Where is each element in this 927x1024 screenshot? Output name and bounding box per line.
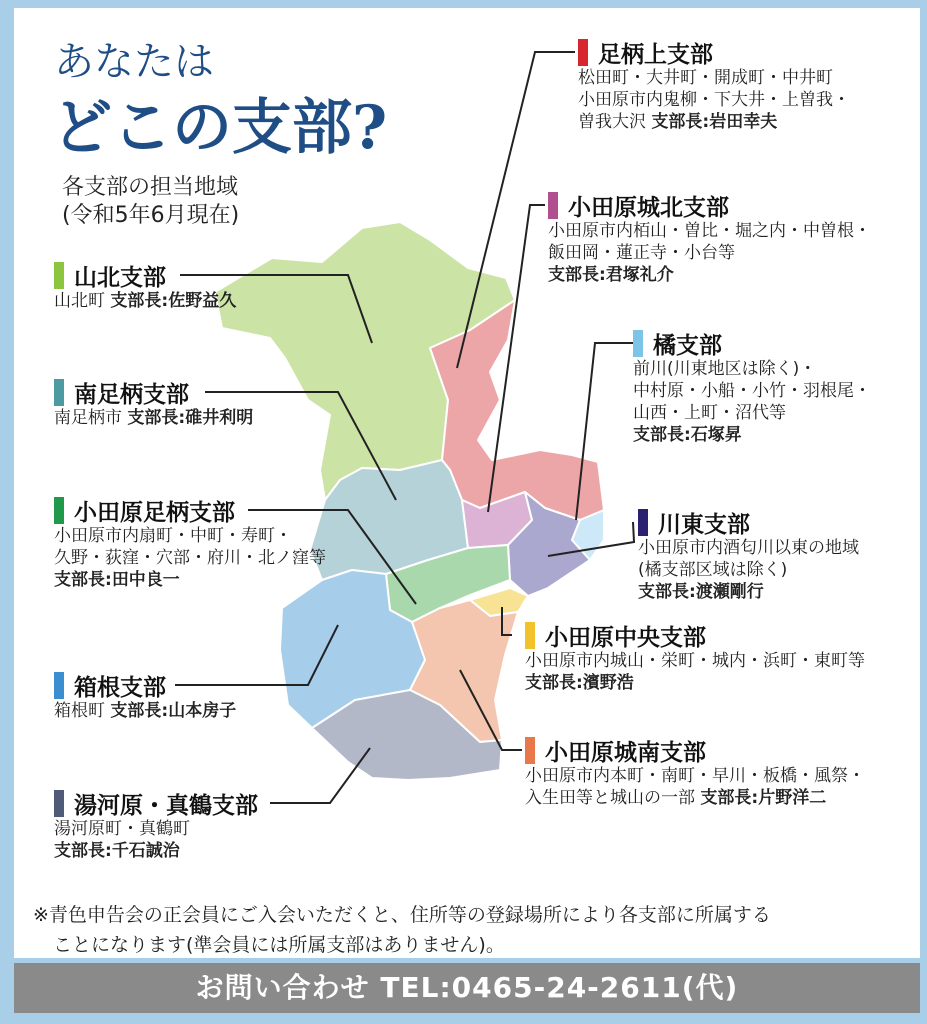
branch-area-line1: 小田原市内城山・栄町・城内・浜町・東町等 xyxy=(525,651,865,671)
branch-color-bar xyxy=(54,672,64,699)
branch-color-bar xyxy=(525,737,535,764)
chief-label: 支部長: xyxy=(110,291,169,311)
chief-label: 支部長: xyxy=(651,112,710,132)
branch-name: 湯河原・真鶴支部 xyxy=(74,792,258,819)
branch-ashigara-kami xyxy=(578,37,850,133)
chief-label: 支部長: xyxy=(638,582,696,602)
branch-area-line2: 中村原・小船・小竹・羽根尾・ xyxy=(633,381,871,401)
branch-name: 小田原足柄支部 xyxy=(74,499,235,526)
branch-area-line1: 小田原市内栢山・曽比・堀之内・中曽根・ xyxy=(548,221,871,241)
chief-label: 支部長: xyxy=(54,570,112,590)
branch-color-bar xyxy=(54,497,64,524)
branch-name: 箱根支部 xyxy=(74,674,166,701)
chief-name: 碓井利明 xyxy=(185,408,254,428)
branch-sanpoku xyxy=(54,260,236,312)
contact-footer: お問い合わせ TEL:0465-24-2611(代) xyxy=(14,963,920,1013)
branch-color-bar xyxy=(525,622,535,649)
chief-label: 支部長: xyxy=(54,841,112,861)
branch-color-bar xyxy=(548,192,558,219)
branch-color-bar xyxy=(54,790,64,817)
branch-color-bar xyxy=(54,262,64,289)
branch-hakone xyxy=(54,670,236,722)
branch-name: 小田原城南支部 xyxy=(545,739,706,766)
branch-area-line1: 松田町・大井町・開成町・中井町 xyxy=(578,68,833,88)
chief-label: 支部長: xyxy=(633,425,691,445)
branch-minami-ashigara xyxy=(54,377,253,429)
branch-area: 湯河原町・真鶴町 xyxy=(54,819,190,839)
chief-name: 山本房子 xyxy=(168,701,237,721)
chief-label: 支部長: xyxy=(525,673,583,693)
branch-color-bar xyxy=(54,379,64,406)
branch-name: 小田原中央支部 xyxy=(545,624,706,651)
page-title: どこの支部? xyxy=(52,93,388,163)
chief-name: 君塚礼介 xyxy=(605,265,674,285)
branch-color-bar xyxy=(633,330,643,357)
note-line2: ことになります(準会員には所属支部はありません)。 xyxy=(53,934,505,956)
branch-name: 川東支部 xyxy=(658,511,750,538)
chief-name: 濱野浩 xyxy=(582,673,634,693)
branch-area-line2: 飯田岡・蓮正寺・小台等 xyxy=(548,243,735,263)
chief-name: 片野洋二 xyxy=(758,788,827,808)
branch-yugawara-manazuru xyxy=(54,788,258,862)
branch-area-line1: 小田原市内扇町・中町・寿町・ xyxy=(54,526,292,546)
chief-label: 支部長: xyxy=(548,265,606,285)
branch-odawara-central xyxy=(525,620,865,694)
branch-odawara-castle-south xyxy=(525,735,865,809)
branch-area-line2: (橘支部区域は除く) xyxy=(638,560,788,580)
branch-area-line2: 小田原市内鬼柳・下大井・上曽我・ xyxy=(578,90,850,110)
chief-name: 岩田幸夫 xyxy=(709,112,778,132)
branch-name: 足柄上支部 xyxy=(598,41,713,68)
branch-color-bar xyxy=(638,509,648,536)
branch-area-line1: 前川(川東地区は除く)・ xyxy=(633,359,817,379)
title-line1: あなたは xyxy=(54,39,214,85)
branch-tachibana xyxy=(633,328,871,446)
chief-label: 支部長: xyxy=(110,701,169,721)
subtitle-line2: (令和5年6月現在) xyxy=(62,203,240,228)
branch-area-line1: 小田原市内酒匂川以東の地域 xyxy=(638,538,859,558)
membership-note xyxy=(33,900,771,960)
subtitle-line1: 各支部の担当地域 xyxy=(62,175,239,200)
branch-name: 小田原城北支部 xyxy=(568,194,729,221)
branch-color-bar xyxy=(578,39,588,66)
chief-label: 支部長: xyxy=(127,408,186,428)
branch-name: 南足柄支部 xyxy=(74,381,189,408)
branch-name: 山北支部 xyxy=(74,264,166,291)
chief-name: 佐野益久 xyxy=(168,291,237,311)
chief-label: 支部長: xyxy=(700,788,759,808)
chief-name: 千石誠治 xyxy=(111,841,180,861)
branch-area-line3: 山西・上町・沼代等 xyxy=(633,403,786,423)
branch-area-line1: 小田原市内本町・南町・早川・板橋・風祭・ xyxy=(525,766,865,786)
chief-name: 石塚昇 xyxy=(690,425,742,445)
note-line1: ※青色申告会の正会員にご入会いただくと、住所等の登録場所により各支部に所属する xyxy=(33,904,771,926)
branch-odawara-ashigara xyxy=(54,495,326,591)
branch-area-line3: 曽我大沢 xyxy=(578,112,646,132)
branch-odawara-castle-north xyxy=(548,190,871,286)
branch-area: 山北町 xyxy=(54,291,105,311)
branch-area: 南足柄市 xyxy=(54,408,122,428)
branch-name: 橘支部 xyxy=(653,332,722,359)
branch-area: 箱根町 xyxy=(54,701,105,721)
chief-name: 渡瀬剛行 xyxy=(695,582,764,602)
branch-kawahigashi xyxy=(638,507,859,603)
chief-name: 田中良一 xyxy=(111,570,180,590)
branch-area-line2: 久野・荻窪・穴部・府川・北ノ窪等 xyxy=(54,548,326,568)
branch-area-line2: 入生田等と城山の一部 xyxy=(525,788,695,808)
